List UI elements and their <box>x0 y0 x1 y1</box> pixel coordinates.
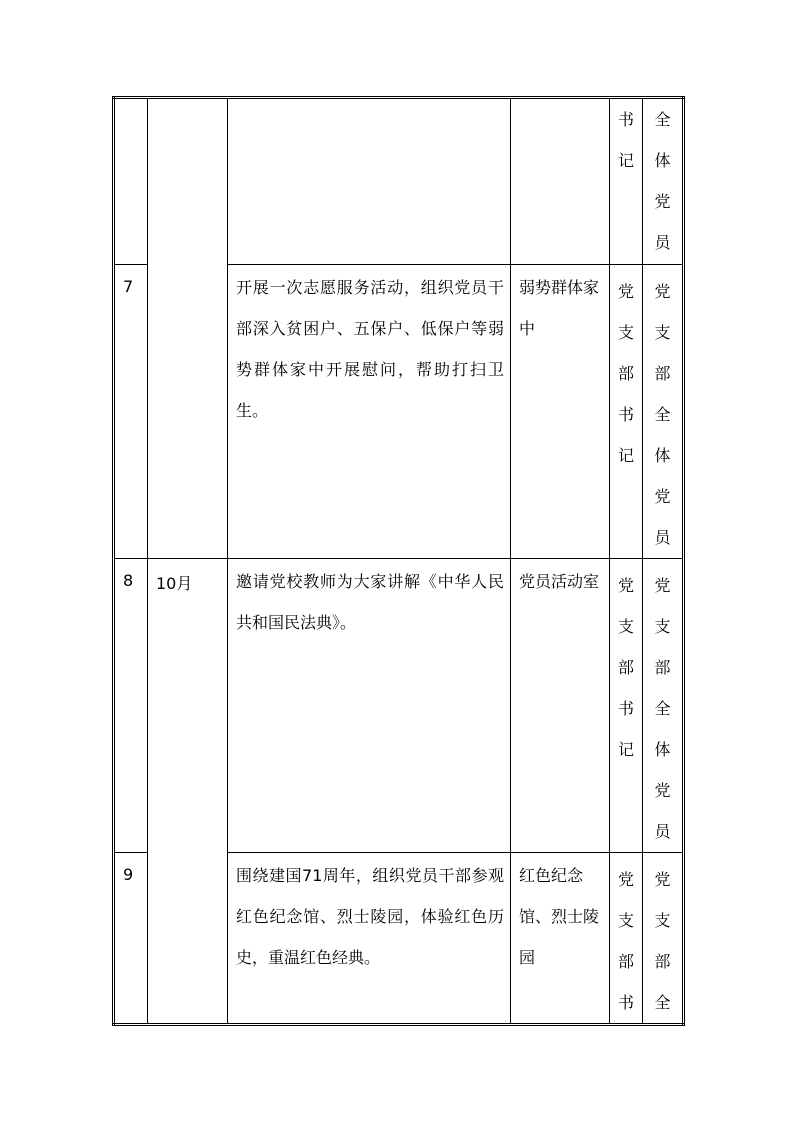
participants-cell: 全体党员 <box>643 98 684 265</box>
participants-cell: 党支部全 <box>643 853 684 1025</box>
content-cell: 邀请党校教师为大家讲解《中华人民共和国民法典》。 <box>228 559 511 853</box>
month-cell <box>148 98 228 559</box>
responsible-cell: 书记 <box>610 98 643 265</box>
content-cell <box>228 98 511 265</box>
participants-cell: 党支部全体党员 <box>643 559 684 853</box>
location-cell: 红色纪念馆、烈士陵园 <box>511 853 610 1025</box>
row-number <box>114 98 148 265</box>
responsible-cell: 党支部书记 <box>610 559 643 853</box>
location-cell: 党员活动室 <box>511 559 610 853</box>
table-row <box>114 98 684 265</box>
responsible-cell: 党支部书 <box>610 853 643 1025</box>
participants-cell: 党支部全体党员 <box>643 265 684 559</box>
row-number: 9 <box>114 853 148 1025</box>
location-cell <box>511 98 610 265</box>
location-cell: 弱势群体家中 <box>511 265 610 559</box>
content-cell: 围绕建国71周年，组织党员干部参观红色纪念馆、烈士陵园，体验红色历史，重温红色经典。 <box>228 853 511 1025</box>
content-cell: 开展一次志愿服务活动，组织党员干部深入贫困户、五保户、低保户等弱势群体家中开展慰问，帮助打扫卫生。 <box>228 265 511 559</box>
activity-table <box>112 96 685 1026</box>
row-number: 8 <box>114 559 148 853</box>
responsible-cell: 党支部书记 <box>610 265 643 559</box>
month-cell: 10月 <box>148 559 228 1025</box>
table-row <box>114 559 684 853</box>
row-number: 7 <box>114 265 148 559</box>
